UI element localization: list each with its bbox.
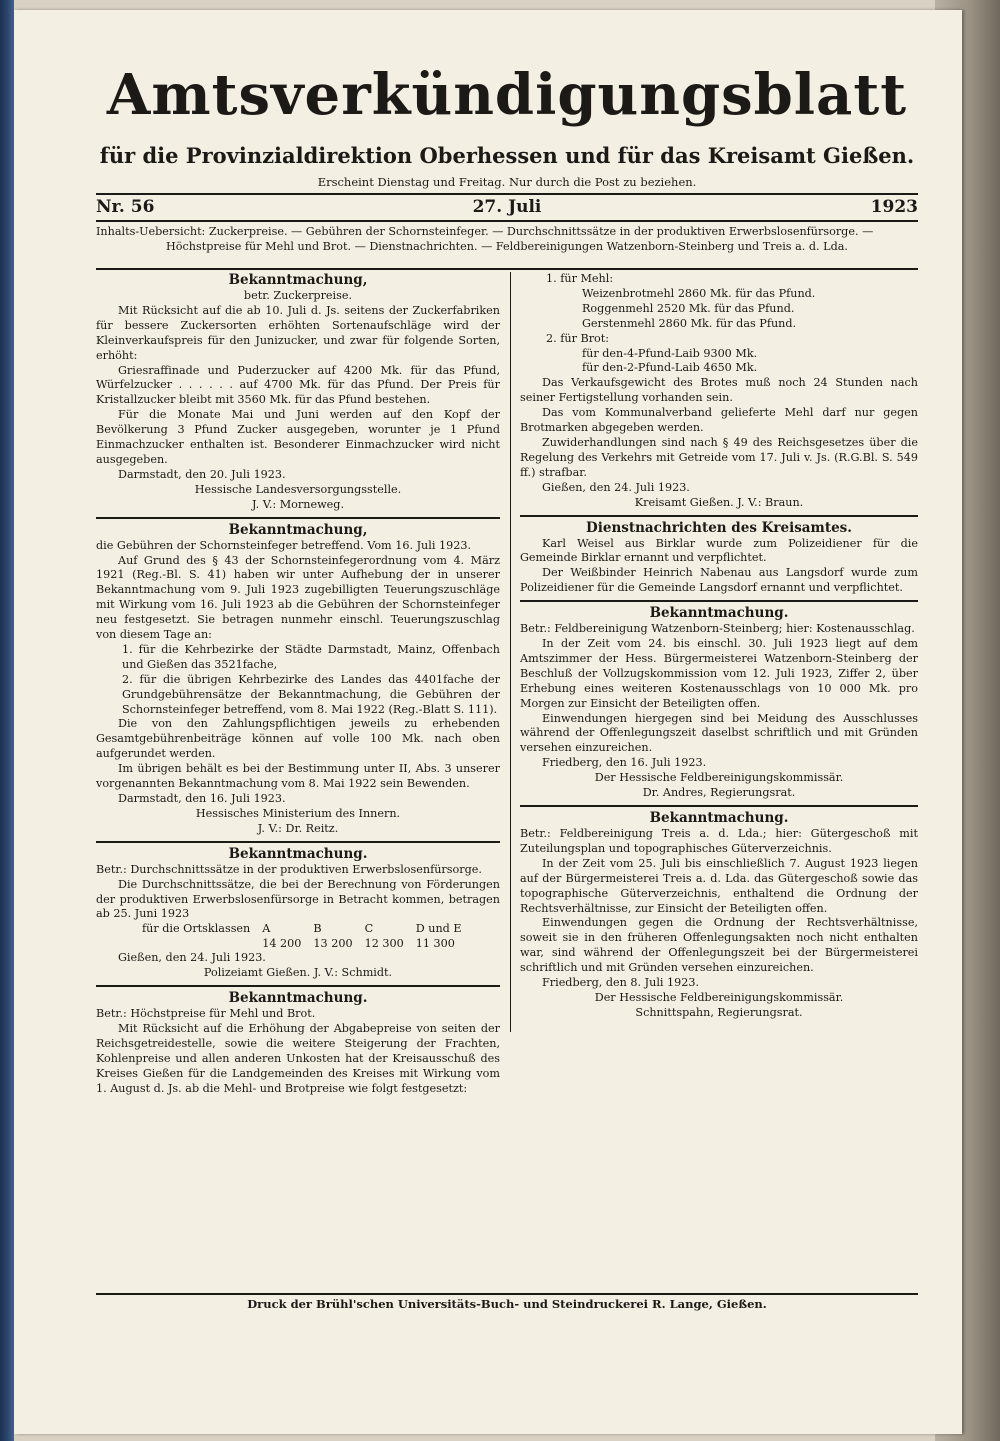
notice-place-date: Friedberg, den 8. Juli 1923. [542,976,700,990]
notice-paragraph: Zuwiderhandlungen sind nach § 49 des Reichsgesetzes über die Regelung des Verkehrs mit Getreide vom 17. Juli v. Js. (R.G.Bl. S. 549 ff.) strafbar. [520,435,918,479]
notice-paragraph: Das Verkaufsgewicht des Brotes muß noch 24 Stunden nach seiner Fertigstellung vorhanden sein. [520,376,918,405]
notice-signature: Dr. Andres, Regierungsrat. [642,786,796,800]
left-column [96,272,500,1097]
notice-authority: Der Hessische Feldbereinigungskommissär. [594,771,844,785]
issue-date: 27. Juli [472,197,542,217]
notice-signature: Polizeiamt Gießen. J. V.: Schmidt. [203,966,393,980]
notice-paragraph: In der Zeit vom 24. bis einschl. 30. Juli 1923 liegt auf dem Amtszimmer der Hess. Bürgermeisterei Watzenborn-Steinberg der Beschluß der Vollzugskommission vom 12. Juli 1923, Ziffer 2, über Erhebung eines weiteren Kostenausschlags von 10 000 Mk. pro Morgen zur Einsicht der Beteiligten offen. [520,637,918,710]
notice-heading: Bekanntmachung, [228,272,368,288]
notice-separator [520,600,918,602]
notice-place-date: Darmstadt, den 20. Juli 1923. [118,467,286,481]
notice-signature: J. V.: Morneweg. [251,497,344,511]
table-cell: 14 200 [262,936,302,950]
table-cell: 12 300 [364,936,404,950]
table-row [136,937,468,952]
notice-service-news [520,520,918,597]
price-line: für den-4-Pfund-Laib 9300 Mk. [582,346,758,360]
notice-separator [96,985,500,987]
notice-max-prices-continued [520,272,918,511]
printer-imprint: Druck der Brühl'schen Universitäts-Buch- und Steindruckerei R. Lange, Gießen. [247,1297,767,1311]
notice-paragraph: Mit Rücksicht auf die Erhöhung der Abgabepreise von seiten der Reichsgetreidestelle, sowie die weitere Steigerung der Frachten, Kohlenpreise und allen anderen Unkosten hat der Kreisausschuß des Kreises Gießen für die Landgemeinden des Kreises mit Wirkung vom 1. August d. Js. ab die Mehl- und Brotpreise wie folgt festgesetzt: [96,1022,500,1095]
table-header: C [364,922,374,936]
notice-paragraph: Einwendungen hiergegen sind bei Meidung des Ausschlusses während der Offenlegungszeit daselbst schriftlich und mit Gründen versehen einzureichen. [520,711,918,755]
notice-heading: Bekanntmachung. [228,845,368,862]
notice-sugar [96,272,500,513]
notice-paragraph: In der Zeit vom 25. Juli bis einschließlich 7. August 1923 liegen auf der Bürgermeisterei Treis a. d. Lda. das Gütergeschoß sowie das topographische Güterverzeichnis, enthaltend die Ordnung der Rechtsverhältnisse, zur Einsicht der Beteiligten offen. [520,856,918,915]
price-line: Roggenmehl 2520 Mk. für das Pfund. [582,301,795,315]
notice-signature: Schnittspahn, Regierungsrat. [635,1005,803,1019]
price-line: Weizenbrotmehl 2860 Mk. für das Pfund. [582,286,816,300]
issue-year: 1923 [870,197,918,217]
notice-chimney-fees [96,522,500,837]
masthead-subtitle: für die Provinzialdirektion Oberhessen und für das Kreisamt Gießen. [99,143,915,168]
notice-average-rates [96,846,500,981]
notice-heading: Bekanntmachung. [649,810,789,826]
notice-subject: Betr.: Höchstpreise für Mehl und Brot. [96,1007,316,1021]
notice-max-prices [96,990,500,1096]
issue-number: Nr. 56 [96,197,155,217]
notice-subject: Betr.: Feldbereinigung Treis a. d. Lda.; hier: Gütergeschoß mit Zuteilungsplan und topographisches Güterverzeichnis. [520,827,918,855]
table-header: A [262,922,271,936]
notice-list-item: 1. für die Kehrbezirke der Städte Darmstadt, Mainz, Offenbach und Gießen das 3521fache, [122,642,500,671]
notice-place-date: Gießen, den 24. Juli 1923. [542,480,690,494]
table-cell: für die Ortsklassen [142,922,251,936]
notice-heading: Dienstnachrichten des Kreisamtes. [586,519,852,536]
notice-paragraph: Karl Weisel aus Birklar wurde zum Polizeidiener für die Gemeinde Birklar ernannt und verpflichtet. [520,536,918,565]
notice-paragraph: Für die Monate Mai und Juni werden auf den Kopf der Bevölkerung 3 Pfund Zucker ausgegeben, worunter je 1 Pfund Einmachzucker enthalten ist. Besonderer Einmachzucker wird nicht ausgegeben. [96,408,500,466]
price-group-label: 2. für Brot: [546,331,610,345]
notice-signature: J. V.: Dr. Reitz. [257,821,339,835]
notice-paragraph: Einwendungen gegen die Ordnung der Rechtsverhältnisse, soweit sie in den früheren Offenlegungsakten noch nicht enthalten war, sind während der Offenlegungszeit bei der Bürgermeisterei schriftlich und mit Gründen versehen einzureichen. [520,916,918,975]
notice-list-item: 2. für die übrigen Kehrbezirke des Landes das 4401fache der Grundgebührensätze der Bekanntmachung, die Gebühren der Schornsteinfeger betreffend, vom 8. Mai 1922 (Reg.-Blatt S. 111). [122,672,500,716]
notice-paragraph: Das vom Kommunalverband gelieferte Mehl darf nur gegen Brotmarken abgegeben werden. [520,406,918,435]
notice-separator [520,805,918,807]
price-group-label: 1. für Mehl: [546,272,614,285]
notice-subject: Betr.: Durchschnittssätze in der produktiven Erwerbslosenfürsorge. [96,862,482,876]
newspaper-page [14,10,962,1434]
table-header: D und E [415,922,462,936]
table-cell: 11 300 [415,936,455,950]
notice-separator [520,515,918,517]
notice-authority: Hessisches Ministerium des Innern. [195,806,401,820]
notice-place-date: Friedberg, den 16. Juli 1923. [542,756,707,770]
notice-separator [96,841,500,843]
right-column [520,272,918,1021]
notice-heading: Bekanntmachung. [649,605,789,622]
notice-heading: Bekanntmachung. [228,990,368,1007]
notice-heading: Bekanntmachung, [228,521,368,538]
publication-schedule: Erscheint Dienstag und Freitag. Nur durch die Post zu beziehen. [317,175,697,189]
notice-paragraph: Der Weißbinder Heinrich Nabenau aus Langsdorf wurde zum Polizeidiener für die Gemeinde Langsdorf ernannt und verpflichtet. [520,566,918,595]
notice-land-consolidation-treis [520,810,918,1021]
header-rule-top [96,193,918,195]
column-divider [510,272,511,1032]
toc-line-1: Inhalts-Uebersicht: Zuckerpreise. — Gebühren der Schornsteinfeger. — Durchschnittssätze in der produktiven Erwerbslosenfürsorge. — [96,225,874,238]
notice-paragraph: Die von den Zahlungspflichtigen jeweils zu erhebenden Gesamtgebührenbeiträge können auf volle 100 Mk. nach oben aufgerundet werden. [96,717,500,761]
notice-subject: Betr.: Feldbereinigung Watzenborn-Steinberg; hier: Kostenausschlag. [520,622,915,636]
table-of-contents [96,224,918,254]
notice-paragraph: Die Durchschnittssätze, die bei der Berechnung von Förderungen der produktiven Erwerbslosenfürsorge in Betracht kommen, betragen ab 25. Juni 1923 [96,877,500,921]
notice-authority: Der Hessische Feldbereinigungskommissär. [594,990,844,1004]
notice-subject: die Gebühren der Schornsteinfeger betreffend. Vom 16. Juli 1923. [96,538,471,552]
notice-paragraph: Mit Rücksicht auf die ab 10. Juli d. Js. seitens der Zuckerfabriken für bessere Zuckersorten erhöhten Sortenaufschläge wird der Kleinverkaufspreis für den Junizucker, und zwar für folgende Sorten, erhöht: [96,303,500,362]
notice-separator [96,517,500,519]
notice-place-date: Darmstadt, den 16. Juli 1923. [118,792,286,805]
table-row [136,922,468,937]
notice-subject: betr. Zuckerpreise. [243,289,353,302]
rates-table [136,922,468,951]
binding-spine [0,0,14,1441]
table-header: B [313,922,322,936]
notice-paragraph: Im übrigen behält es bei der Bestimmung unter II, Abs. 3 unserer vorgenannten Bekanntmachung vom 8. Mai 1922 sein Bewenden. [96,762,500,791]
price-line: für den-2-Pfund-Laib 4650 Mk. [582,361,758,375]
notice-signature: Kreisamt Gießen. J. V.: Braun. [634,495,804,509]
notice-paragraph: Auf Grund des § 43 der Schornsteinfegerordnung vom 4. März 1921 (Reg.-Bl. S. 41) haben wir unter Aufhebung der in unserer Bekanntmachung vom 9. Juli 1923 zugebilligten Teuerungszuschläge mit Wirkung vom 16. Juli 1923 ab die Gebühren der Schornsteinfeger neu festgesetzt. Sie betragen nunmehr einschl. Teuerungszuschlag von diesem Tage an: [96,553,500,642]
header-rule-bottom [96,220,918,222]
toc-line-2: Höchstpreise für Mehl und Brot. — Dienstnachrichten. — Feldbereinigungen Watzenborn-Steinberg und Treis a. d. Lda. [166,240,848,253]
notice-authority: Hessische Landesversorgungsstelle. [194,482,402,496]
footer-rule [96,1293,918,1295]
notice-land-consolidation-watzenborn [520,605,918,801]
toc-rule [96,268,918,270]
table-cell: 13 200 [313,936,353,950]
price-line: Gerstenmehl 2860 Mk. für das Pfund. [582,316,797,330]
notice-paragraph: Griesraffinade und Puderzucker auf 4200 Mk. für das Pfund, Würfelzucker . . . . . . auf 4700 Mk. für das Pfund. Der Preis für Kristallzucker bleibt mit 3560 Mk. für das Pfund bestehen. [96,363,500,407]
notice-place-date: Gießen, den 24. Juli 1923. [118,951,266,965]
masthead-title: Amtsverkündigungsblatt [106,62,908,128]
